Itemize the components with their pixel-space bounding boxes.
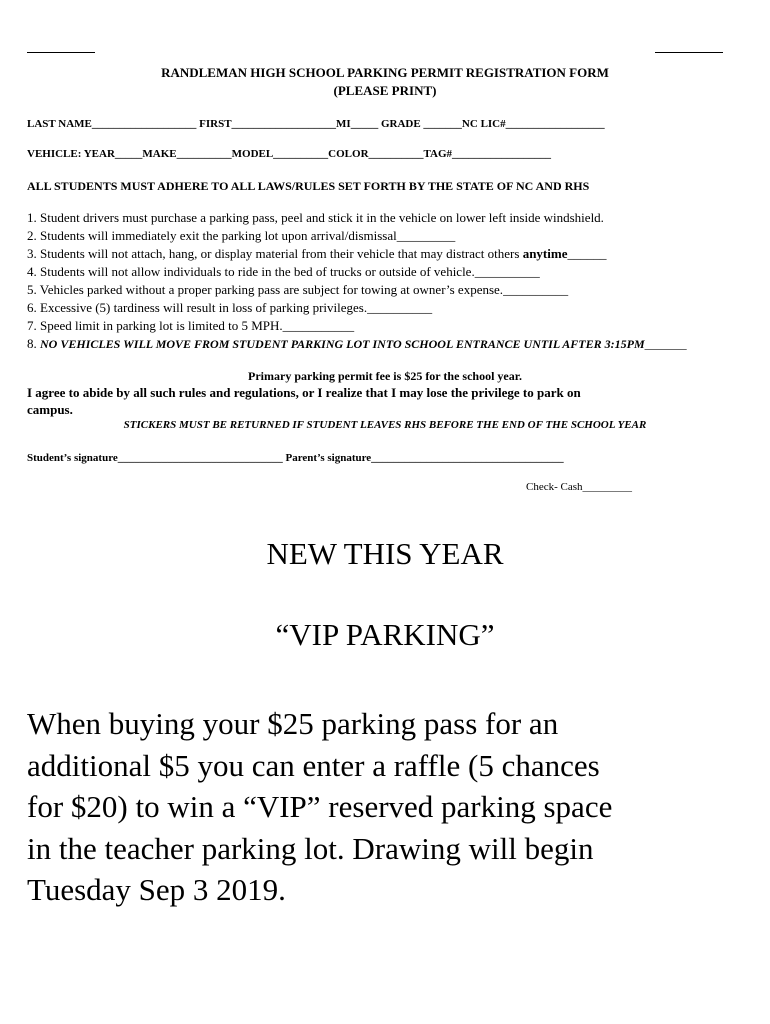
form-subtitle: (PLEASE PRINT) [333, 83, 437, 98]
initial-blank[interactable]: _________ [396, 228, 456, 243]
fee-statement: Primary parking permit fee is $25 for the school year. [248, 369, 522, 383]
vip-raffle-description [27, 703, 747, 911]
rule-text: 6. Excessive (5) tardiness will result in loss of parking privileges. [27, 300, 368, 315]
raffle-text-line: Tuesday Sep 3 2019. [27, 872, 286, 907]
rule-text: NO VEHICLES WILL MOVE FROM STUDENT PARKING LOT INTO SCHOOL ENTRANCE UNTIL AFTER 3:15PM [40, 337, 645, 351]
rule-item [27, 335, 687, 353]
rules-notice: ALL STUDENTS MUST ADHERE TO ALL LAWS/RULES SET FORTH BY THE STATE OF NC AND RHS [27, 179, 590, 193]
initial-blank[interactable]: __________ [367, 300, 433, 315]
raffle-text-line: in the teacher parking lot. Drawing will begin [27, 830, 594, 866]
rule-item [27, 281, 568, 299]
agreement-statement-continued: campus. [27, 402, 73, 417]
rule-emphasis: anytime [522, 246, 568, 261]
form-title: RANDLEMAN HIGH SCHOOL PARKING PERMIT REGISTRATION FORM [161, 65, 609, 80]
rule-item [27, 263, 540, 281]
rule-text: 1. Student drivers must purchase a parking pass, peel and stick it in the vehicle on lower left inside windshield. [27, 210, 604, 225]
rule-text: 2. Students will immediately exit the parking lot upon arrival/dismissal [27, 228, 397, 243]
initial-blank[interactable]: __________ [503, 282, 569, 297]
rule-item [27, 209, 604, 227]
rule-item [27, 245, 606, 263]
rule-item [27, 299, 432, 317]
raffle-text-line: for $20) to win a “VIP” reserved parking space [27, 789, 613, 824]
agreement-statement: I agree to abide by all such rules and regulations, or I realize that I may lose the privilege to park on [27, 385, 581, 400]
stickers-notice: STICKERS MUST BE RETURNED IF STUDENT LEAVES RHS BEFORE THE END OF THE SCHOOL YEAR [123, 419, 647, 431]
rule-text: 3. Students will not attach, hang, or display material from their vehicle that may distract others [27, 246, 523, 261]
vehicle-info-fields[interactable]: VEHICLE: YEAR_____MAKE__________MODEL__________COLOR__________TAG#__________________ [27, 148, 552, 160]
announcement-heading: NEW THIS YEAR [266, 536, 504, 571]
vip-parking-heading: “VIP PARKING” [275, 617, 495, 652]
initial-blank[interactable]: ___________ [282, 318, 355, 333]
raffle-text-line: When buying your $25 parking pass for an [27, 706, 559, 741]
rule-item [27, 317, 354, 335]
rule-text: 5. Vehicles parked without a proper parking pass are subject for towing at owner’s expense. [27, 282, 504, 297]
rule-text: 7. Speed limit in parking lot is limited to 5 MPH. [27, 318, 283, 333]
payment-method-field[interactable]: Check- Cash_________ [526, 481, 633, 493]
raffle-text-line: additional $5 you can enter a raffle (5 chances [27, 747, 600, 783]
signature-fields[interactable]: Student’s signature______________________________ Parent’s signature___________________________________ [27, 452, 564, 464]
top-right-blank-line [655, 52, 723, 53]
rule-number: 8. [27, 336, 40, 351]
student-info-fields[interactable]: LAST NAME___________________ FIRST___________________MI_____ GRADE _______NC LIC#__________________ [27, 118, 605, 130]
top-left-blank-line [27, 52, 95, 53]
initial-blank[interactable]: __________ [474, 264, 540, 279]
initial-blank[interactable]: _______ [644, 337, 687, 351]
rule-item [27, 227, 455, 245]
rule-text: 4. Students will not allow individuals to ride in the bed of trucks or outside of vehicle. [27, 264, 475, 279]
initial-blank[interactable]: ______ [567, 246, 607, 261]
